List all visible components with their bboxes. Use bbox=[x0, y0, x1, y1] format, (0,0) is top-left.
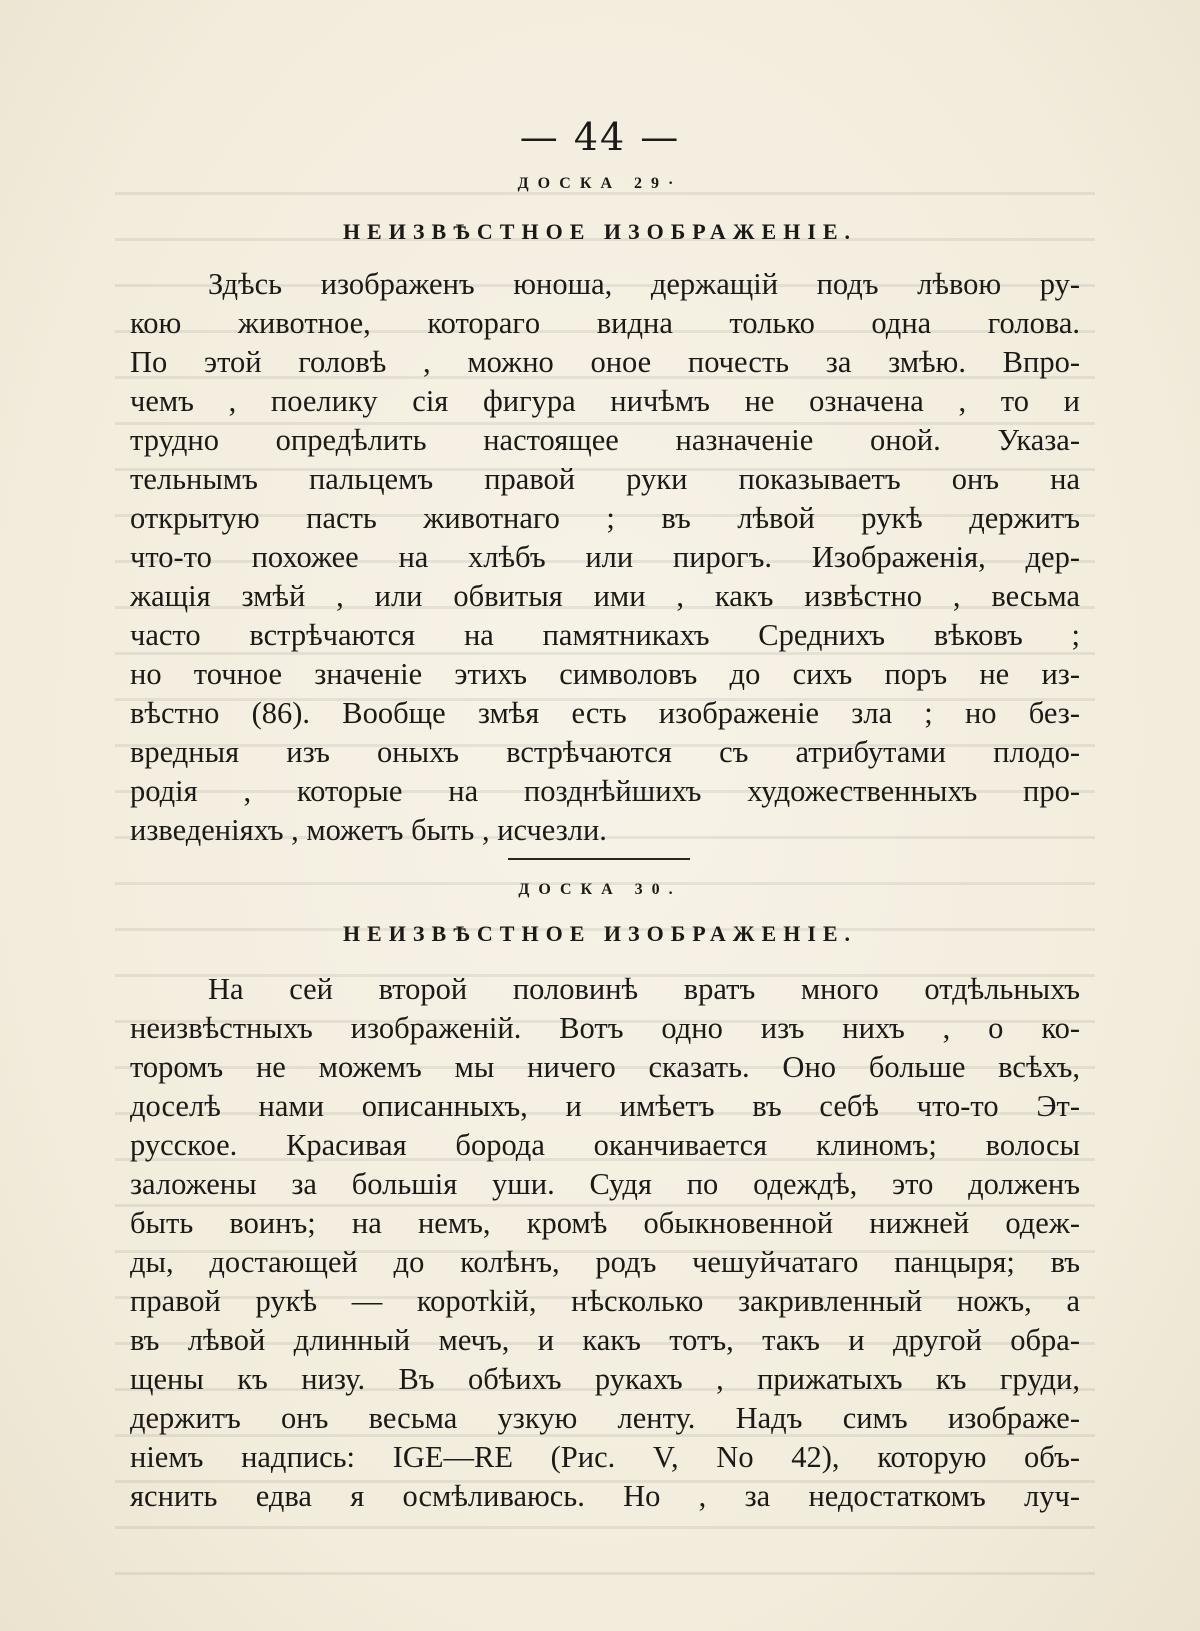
text-line: кою животное, которагo видна только одна голова. bbox=[130, 306, 1080, 340]
text-line: трудно опредѣлить настоящее назначеніе оной. Указа- bbox=[130, 423, 1080, 457]
text-line: часто встрѣчаются на памятникахъ Среднихъ вѣковъ ; bbox=[130, 618, 1080, 652]
section-title: НЕИЗВѢСТНОЕ ИЗОБРАЖЕНІЕ. bbox=[342, 921, 858, 946]
board-label: ДОСКА 29· bbox=[517, 175, 683, 192]
text-line: неизвѣстныхъ изображеній. Вотъ одно изъ нихъ , о ко- bbox=[130, 1011, 1080, 1045]
text-line: торомъ не можемъ мы ничего сказать. Оно больше всѣхъ, bbox=[130, 1050, 1080, 1084]
text-line: русское. Красивая борода оканчивается клиномъ; волосы bbox=[130, 1128, 1080, 1162]
text-line: щены къ низу. Въ обѣихъ рукахъ , прижатыхъ къ груди, bbox=[130, 1362, 1080, 1396]
text-line: доселѣ нами описанныхъ, и имѣетъ въ себѣ что-то Эт- bbox=[130, 1089, 1080, 1123]
page-number: — 44 — bbox=[519, 115, 681, 159]
text-line: въ лѣвой длинный мечъ, и какъ тотъ, такъ и другой обра- bbox=[130, 1323, 1080, 1357]
text-line: родія , которые на позднѣйшихъ художественныхъ про- bbox=[130, 774, 1080, 808]
text-line: ды, достающей до колѣнъ, родъ чешуйчатаго панцыря; въ bbox=[130, 1245, 1080, 1279]
text-line: держитъ онъ весьма узкую ленту. Надъ симъ изображе- bbox=[130, 1401, 1080, 1435]
section-divider bbox=[508, 858, 690, 860]
text-line: открытую пасть животнаго ; въ лѣвой рукѣ держитъ bbox=[130, 501, 1080, 535]
text-line: По этой головѣ , можно оное почесть за змѣю. Впро- bbox=[130, 345, 1080, 379]
text-line: заложены за большія уши. Судя по одеждѣ, это долженъ bbox=[130, 1167, 1080, 1201]
text-line: вредныя изъ оныхъ встрѣчаются съ атрибутами плодо- bbox=[130, 735, 1080, 769]
text-line: быть воинъ; на немъ, кромѣ обыкновенной нижней одеж- bbox=[130, 1206, 1080, 1240]
text-line: На сей второй половинѣ вратъ много отдѣльныхъ bbox=[208, 972, 1080, 1006]
text-line: Здѣсь изображенъ юноша, держащій подъ лѣвою ру- bbox=[208, 267, 1080, 301]
text-line: жащія змѣй , или обвитыя ими , какъ извѣстно , весьма bbox=[130, 579, 1080, 613]
section-title: НЕИЗВѢСТНОЕ ИЗОБРАЖЕНІЕ. bbox=[342, 219, 858, 244]
text-line: вѣстно (86). Вообще змѣя есть изображеніе зла ; но без- bbox=[130, 696, 1080, 730]
board-label: ДОСКА 30. bbox=[518, 881, 682, 898]
text-line: чемъ , поелику сія фигура ничѣмъ не означена , то и bbox=[130, 384, 1080, 418]
text-line: правой рукѣ — коротkій, нѣсколько закривленный ножъ, а bbox=[130, 1284, 1080, 1318]
text-line: что-то похожее на хлѣбъ или пирогъ. Изображенія, дер- bbox=[130, 540, 1080, 574]
text-line: тельнымъ пальцемъ правой руки показываетъ онъ на bbox=[130, 462, 1080, 496]
text-line: но точное значеніе этихъ символовъ до сихъ поръ не из- bbox=[130, 657, 1080, 691]
text-line: яснить едва я осмѣливаюсь. Но , за недостаткомъ луч- bbox=[130, 1479, 1080, 1513]
text-line: ніемъ надпись: IGE—RE (Рис. V, No 42), которую объ- bbox=[130, 1440, 1080, 1474]
text-line: изведеніяхъ , можетъ быть , исчезли. bbox=[130, 813, 607, 847]
